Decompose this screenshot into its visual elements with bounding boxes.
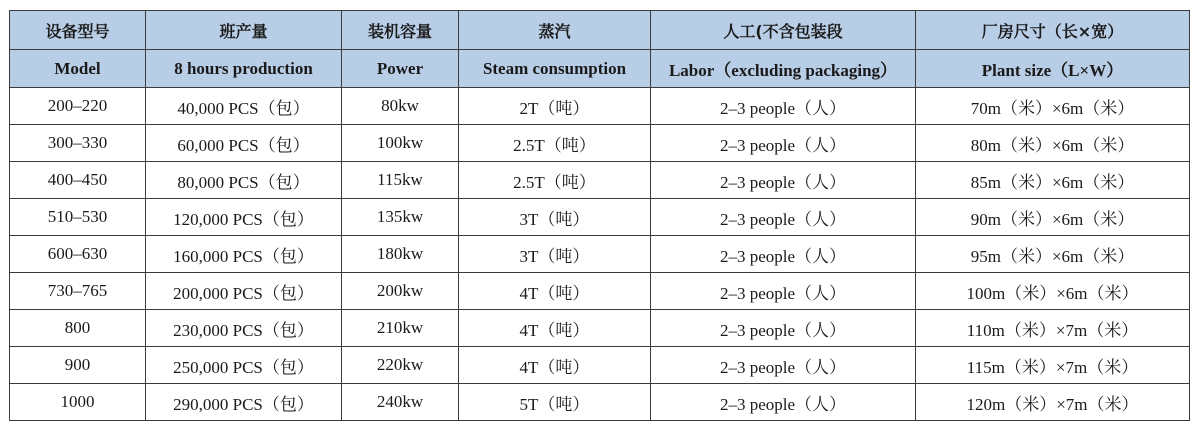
cell-model: 400–450 [10,162,146,199]
cell-production: 80,000 PCS（包） [146,162,342,199]
header-en-plant-size: Plant size（L×W） [916,50,1190,88]
cell-labor: 2–3 people（人） [651,384,916,421]
cell-plant-size: 95m（米）×6m（米） [916,236,1190,273]
cell-power: 115kw [342,162,459,199]
cell-plant-size: 80m（米）×6m（米） [916,125,1190,162]
cell-model: 800 [10,310,146,347]
cell-labor: 2–3 people（人） [651,199,916,236]
cell-labor: 2–3 people（人） [651,125,916,162]
header-cn-labor: 人工(不含包装段 [651,11,916,50]
cell-plant-size: 115m（米）×7m（米） [916,347,1190,384]
header-cn-steam: 蒸汽 [459,11,651,50]
cell-plant-size: 90m（米）×6m（米） [916,199,1190,236]
table-row [10,162,1190,199]
cell-production: 60,000 PCS（包） [146,125,342,162]
cell-plant-size: 70m（米）×6m（米） [916,88,1190,125]
header-en-labor: Labor（excluding packaging） [651,50,916,88]
header-row-chinese [10,11,1190,50]
cell-steam: 4T（吨） [459,347,651,384]
cell-production: 40,000 PCS（包） [146,88,342,125]
header-row-english [10,50,1190,88]
cell-labor: 2–3 people（人） [651,88,916,125]
header-en-power: Power [342,50,459,88]
cell-labor: 2–3 people（人） [651,273,916,310]
cell-labor: 2–3 people（人） [651,310,916,347]
cell-model: 600–630 [10,236,146,273]
equipment-spec-table [9,10,1190,421]
table-row [10,273,1190,310]
cell-power: 220kw [342,347,459,384]
cell-labor: 2–3 people（人） [651,162,916,199]
cell-plant-size: 100m（米）×6m（米） [916,273,1190,310]
header-en-model: Model [10,50,146,88]
cell-plant-size: 85m（米）×6m（米） [916,162,1190,199]
header-cn-production: 班产量 [146,11,342,50]
cell-production: 120,000 PCS（包） [146,199,342,236]
cell-plant-size: 120m（米）×7m（米） [916,384,1190,421]
cell-model: 510–530 [10,199,146,236]
cell-model: 1000 [10,384,146,421]
cell-model: 900 [10,347,146,384]
table-row [10,236,1190,273]
cell-model: 200–220 [10,88,146,125]
cell-steam: 2.5T（吨） [459,125,651,162]
cell-labor: 2–3 people（人） [651,236,916,273]
cell-steam: 3T（吨） [459,199,651,236]
cell-steam: 2T（吨） [459,88,651,125]
table-row [10,384,1190,421]
cell-labor: 2–3 people（人） [651,347,916,384]
header-cn-model: 设备型号 [10,11,146,50]
table-header [10,11,1190,88]
cell-steam: 4T（吨） [459,273,651,310]
header-en-steam: Steam consumption [459,50,651,88]
cell-power: 180kw [342,236,459,273]
cell-power: 100kw [342,125,459,162]
header-cn-plant-size: 厂房尺寸（长×宽） [916,11,1190,50]
table-row [10,199,1190,236]
table-row [10,88,1190,125]
table-row [10,347,1190,384]
cell-power: 80kw [342,88,459,125]
cell-power: 135kw [342,199,459,236]
cell-production: 230,000 PCS（包） [146,310,342,347]
cell-power: 200kw [342,273,459,310]
cell-power: 210kw [342,310,459,347]
cell-production: 250,000 PCS（包） [146,347,342,384]
cell-model: 300–330 [10,125,146,162]
cell-steam: 5T（吨） [459,384,651,421]
cell-steam: 4T（吨） [459,310,651,347]
table-row [10,310,1190,347]
cell-steam: 3T（吨） [459,236,651,273]
table-row [10,125,1190,162]
cell-plant-size: 110m（米）×7m（米） [916,310,1190,347]
cell-production: 290,000 PCS（包） [146,384,342,421]
header-en-production: 8 hours production [146,50,342,88]
cell-production: 200,000 PCS（包） [146,273,342,310]
cell-model: 730–765 [10,273,146,310]
cell-steam: 2.5T（吨） [459,162,651,199]
cell-production: 160,000 PCS（包） [146,236,342,273]
cell-power: 240kw [342,384,459,421]
table-body [10,88,1190,421]
header-cn-power: 装机容量 [342,11,459,50]
